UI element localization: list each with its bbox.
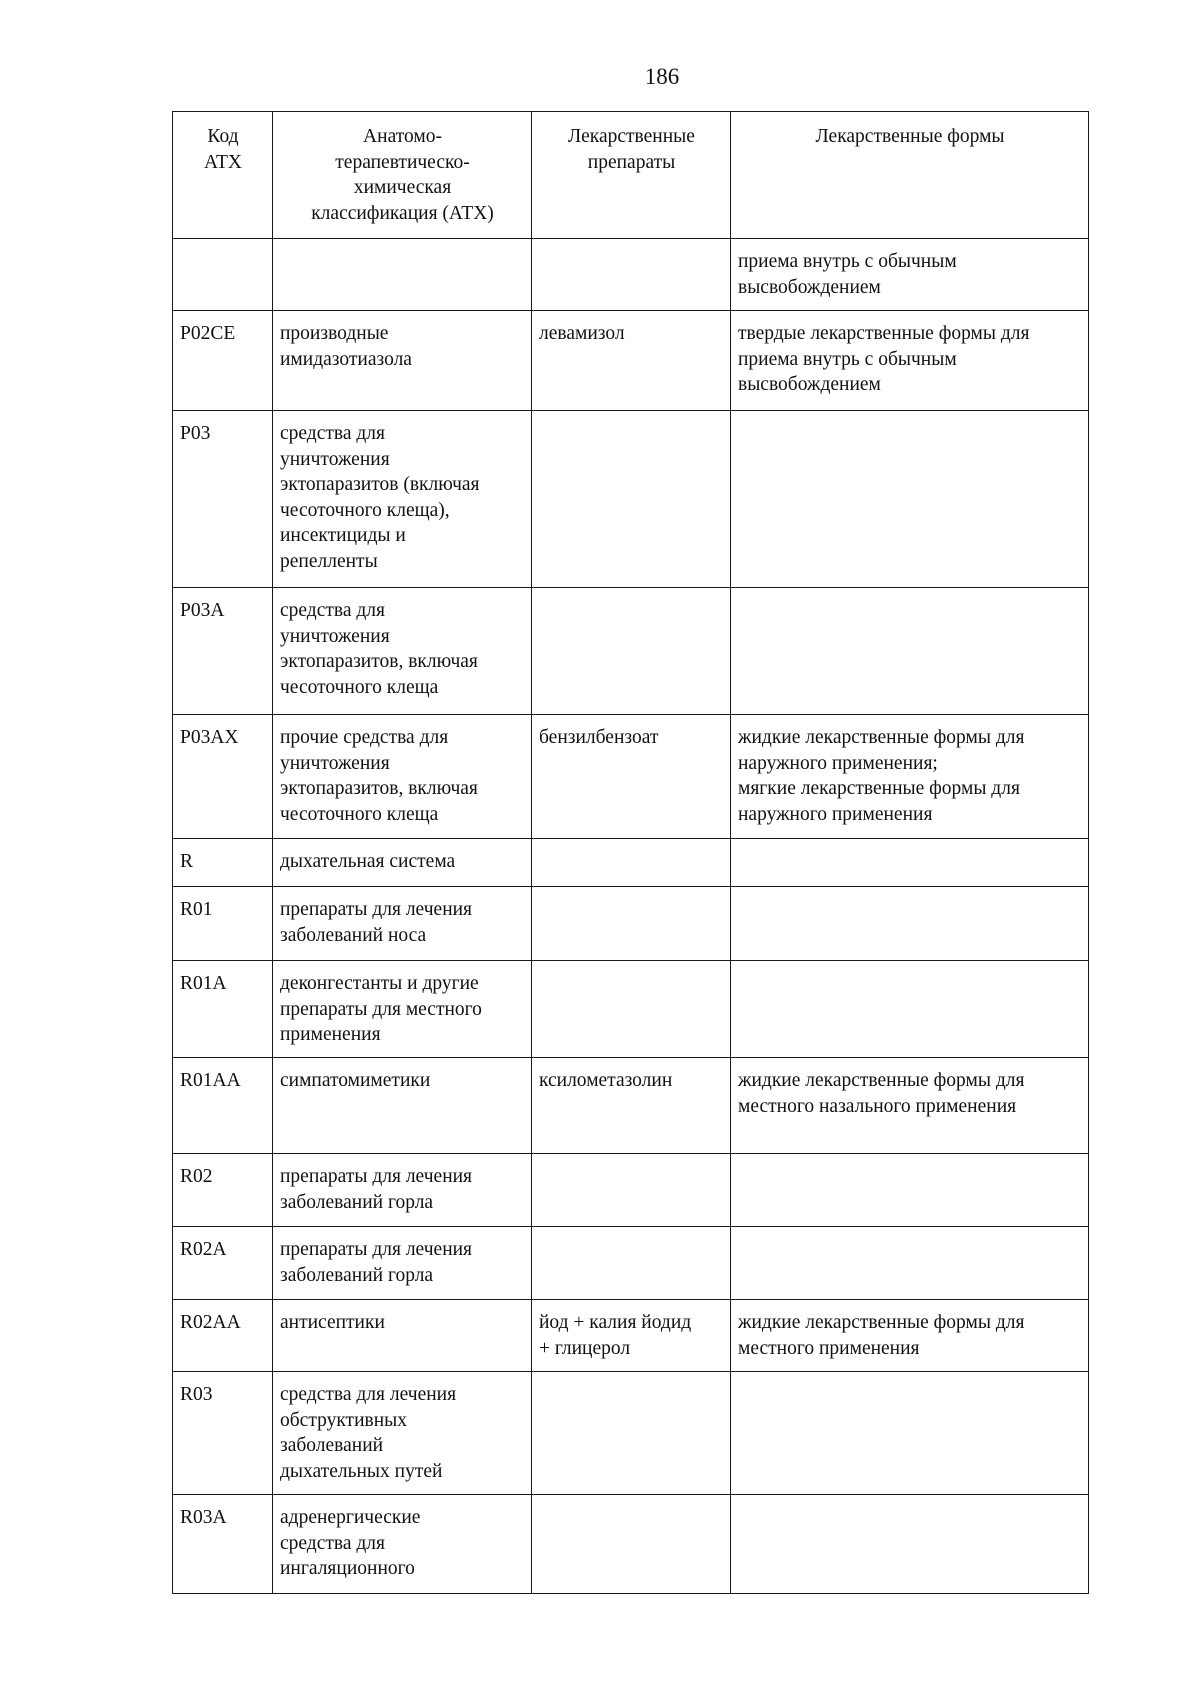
cell-classification — [273, 239, 532, 311]
cell-classification: препараты для лечения заболеваний горла — [273, 1154, 532, 1227]
cell-form — [731, 588, 1089, 715]
cell-form: жидкие лекарственные формы для местного назального применения — [731, 1058, 1089, 1154]
cell-drug: бензилбензоат — [532, 715, 731, 839]
cell-code: R01AA — [173, 1058, 273, 1154]
cell-code: P02CE — [173, 311, 273, 411]
table-row — [173, 1300, 1089, 1372]
cell-classification: адренергические средства для ингаляционного — [273, 1495, 532, 1594]
table-row — [173, 1227, 1089, 1300]
table-body — [173, 239, 1089, 1594]
cell-drug — [532, 887, 731, 961]
cell-form — [731, 1227, 1089, 1300]
cell-classification: средства для лечения обструктивных заболеваний дыхательных путей — [273, 1372, 532, 1495]
table-row — [173, 1372, 1089, 1495]
atx-table — [172, 111, 1089, 1594]
cell-code: R02 — [173, 1154, 273, 1227]
cell-drug — [532, 1372, 731, 1495]
cell-code — [173, 239, 273, 311]
cell-form — [731, 887, 1089, 961]
cell-code: R02A — [173, 1227, 273, 1300]
cell-classification: прочие средства для уничтожения эктопаразитов, включая чесоточного клеща — [273, 715, 532, 839]
cell-form: твердые лекарственные формы для приема внутрь с обычным высвобождением — [731, 311, 1089, 411]
table-row — [173, 1058, 1089, 1154]
cell-form — [731, 839, 1089, 887]
cell-code: R03 — [173, 1372, 273, 1495]
cell-form — [731, 1495, 1089, 1594]
table-row — [173, 588, 1089, 715]
cell-classification: препараты для лечения заболеваний горла — [273, 1227, 532, 1300]
cell-code: P03A — [173, 588, 273, 715]
cell-drug — [532, 588, 731, 715]
cell-code: R01 — [173, 887, 273, 961]
table-row — [173, 961, 1089, 1058]
cell-code: P03 — [173, 411, 273, 588]
header-code: Код ATX — [173, 112, 273, 239]
cell-form — [731, 1372, 1089, 1495]
cell-code: R — [173, 839, 273, 887]
cell-classification: дыхательная система — [273, 839, 532, 887]
table-row — [173, 1154, 1089, 1227]
cell-classification: средства для уничтожения эктопаразитов, включая чесоточного клеща — [273, 588, 532, 715]
cell-form: жидкие лекарственные формы для местного применения — [731, 1300, 1089, 1372]
cell-classification: средства для уничтожения эктопаразитов (включая чесоточного клеща), инсектициды и репелленты — [273, 411, 532, 588]
cell-drug: йод + калия йодид + глицерол — [532, 1300, 731, 1372]
table-row — [173, 715, 1089, 839]
cell-drug — [532, 411, 731, 588]
header-forms: Лекарственные формы — [731, 112, 1089, 239]
cell-drug — [532, 239, 731, 311]
cell-classification: препараты для лечения заболеваний носа — [273, 887, 532, 961]
header-classification: Анатомо- терапевтическо- химическая классификация (АТХ) — [273, 112, 532, 239]
cell-classification: производные имидазотиазола — [273, 311, 532, 411]
table-header-row — [173, 112, 1089, 239]
table-row — [173, 1495, 1089, 1594]
cell-drug — [532, 1154, 731, 1227]
cell-form — [731, 411, 1089, 588]
cell-form — [731, 961, 1089, 1058]
cell-drug — [532, 1227, 731, 1300]
cell-form: жидкие лекарственные формы для наружного применения; мягкие лекарственные формы для наружного применения — [731, 715, 1089, 839]
table-row — [173, 239, 1089, 311]
cell-code: R02AA — [173, 1300, 273, 1372]
cell-drug — [532, 1495, 731, 1594]
table-row — [173, 411, 1089, 588]
cell-classification: деконгестанты и другие препараты для местного применения — [273, 961, 532, 1058]
cell-code: R01A — [173, 961, 273, 1058]
cell-form: приема внутрь с обычным высвобождением — [731, 239, 1089, 311]
cell-code: R03A — [173, 1495, 273, 1594]
table-row — [173, 311, 1089, 411]
cell-drug — [532, 839, 731, 887]
table-row — [173, 839, 1089, 887]
page-number: 186 — [644, 64, 680, 89]
table-row — [173, 887, 1089, 961]
cell-classification: симпатомиметики — [273, 1058, 532, 1154]
cell-form — [731, 1154, 1089, 1227]
cell-drug: левамизол — [532, 311, 731, 411]
cell-classification: антисептики — [273, 1300, 532, 1372]
cell-drug — [532, 961, 731, 1058]
header-drugs: Лекарственные препараты — [532, 112, 731, 239]
cell-drug: ксилометазолин — [532, 1058, 731, 1154]
cell-code: P03AX — [173, 715, 273, 839]
